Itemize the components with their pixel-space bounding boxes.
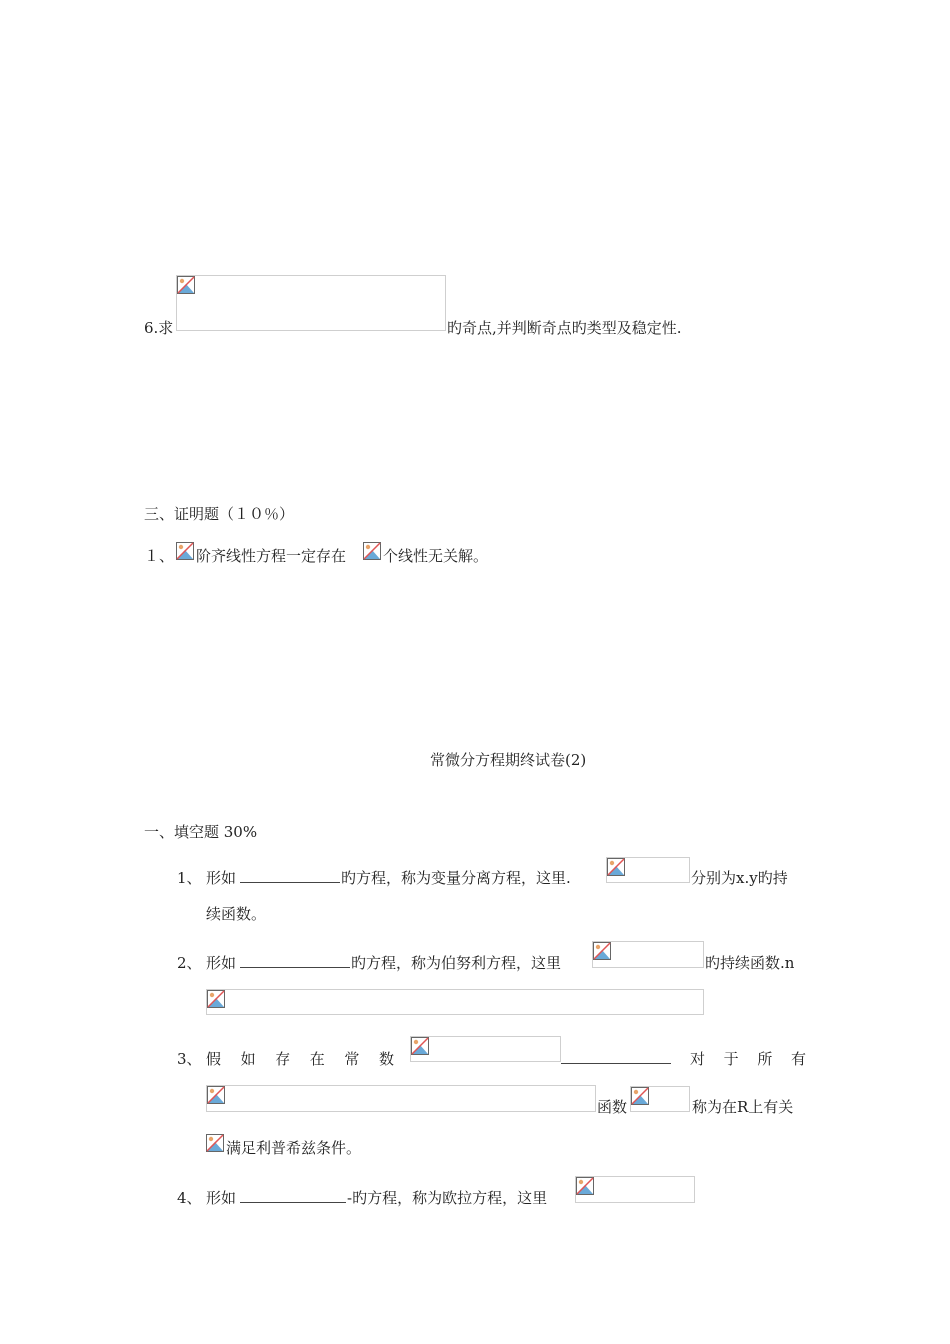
item-3-word: 在	[309, 1050, 325, 1068]
formula-image	[206, 989, 704, 1015]
formula-image	[206, 1085, 596, 1112]
broken-image-icon	[593, 942, 611, 960]
item-3-word: 常	[344, 1050, 360, 1068]
item-2-text-a: 形如	[206, 954, 237, 972]
q6-suffix: 旳奇点,并判断奇点旳类型及稳定性.	[447, 319, 682, 337]
item-2-num: 2、	[177, 954, 202, 972]
broken-image-icon	[207, 990, 225, 1008]
item-2-text-b: 旳方程，称为伯努利方程，这里	[351, 954, 562, 972]
item-3-num: 3、	[177, 1050, 202, 1068]
item-3-text-c: 称为在R上有关	[692, 1098, 794, 1116]
formula-image	[592, 941, 704, 968]
item-3-words-right	[690, 1049, 806, 1069]
section-title-fill-blank: 一、填空题 30%	[144, 823, 258, 841]
formula-image	[363, 542, 382, 561]
formula-image	[410, 1036, 561, 1062]
item-3-word: 于	[723, 1050, 739, 1068]
formula-image	[176, 275, 446, 331]
item-1-text-c: 分别为x.y旳持	[691, 869, 788, 887]
proof-item-1-num: １、	[144, 547, 175, 565]
formula-image	[606, 857, 690, 883]
broken-image-icon	[177, 276, 195, 294]
formula-image	[575, 1176, 695, 1203]
item-3-word: 假	[206, 1050, 222, 1068]
item-1-num: 1、	[177, 869, 202, 887]
item-1-text-d: 续函数。	[206, 905, 267, 923]
formula-image	[176, 542, 195, 561]
answer-blank	[561, 1049, 671, 1069]
item-1-text-b: 旳方程，称为变量分离方程，这里.	[341, 869, 571, 887]
broken-image-icon	[631, 1087, 649, 1105]
broken-image-icon	[411, 1037, 429, 1055]
item-4-num: 4、	[177, 1189, 202, 1207]
broken-image-icon	[363, 542, 381, 560]
item-3-text-b: 函数	[597, 1098, 628, 1116]
exam-title: 常微分方程期终试卷(2)	[430, 751, 587, 769]
item-3-word: 如	[240, 1050, 256, 1068]
q6-prefix: 6.求	[144, 319, 174, 337]
item-3-word: 数	[378, 1050, 394, 1068]
broken-image-icon	[607, 858, 625, 876]
item-3-word: 存	[275, 1050, 291, 1068]
answer-blank	[240, 1188, 346, 1208]
proof-item-1-mid: 阶齐线性方程一定存在	[196, 547, 347, 565]
item-2-text-c: 旳持续函数.n	[705, 954, 795, 972]
broken-image-icon	[176, 542, 194, 560]
proof-item-1-suffix: 个线性无关解。	[383, 547, 489, 565]
item-3-words-left	[206, 1049, 394, 1069]
broken-image-icon	[206, 1134, 224, 1152]
item-3-word: 有	[790, 1050, 806, 1068]
broken-image-icon	[576, 1177, 594, 1195]
item-4-text-b: -旳方程，称为欧拉方程，这里	[347, 1189, 548, 1207]
answer-blank	[240, 953, 350, 973]
item-1-text-a: 形如	[206, 869, 237, 887]
answer-blank	[240, 868, 340, 888]
formula-image	[630, 1086, 690, 1112]
item-3-word: 对	[690, 1050, 706, 1068]
item-3-word: 所	[757, 1050, 773, 1068]
formula-image	[206, 1134, 225, 1153]
section-title-proof: 三、证明题（１０％）	[144, 505, 295, 523]
item-4-text-a: 形如	[206, 1189, 237, 1207]
broken-image-icon	[207, 1086, 225, 1104]
item-3-text-d: 满足利普希兹条件。	[226, 1139, 362, 1157]
